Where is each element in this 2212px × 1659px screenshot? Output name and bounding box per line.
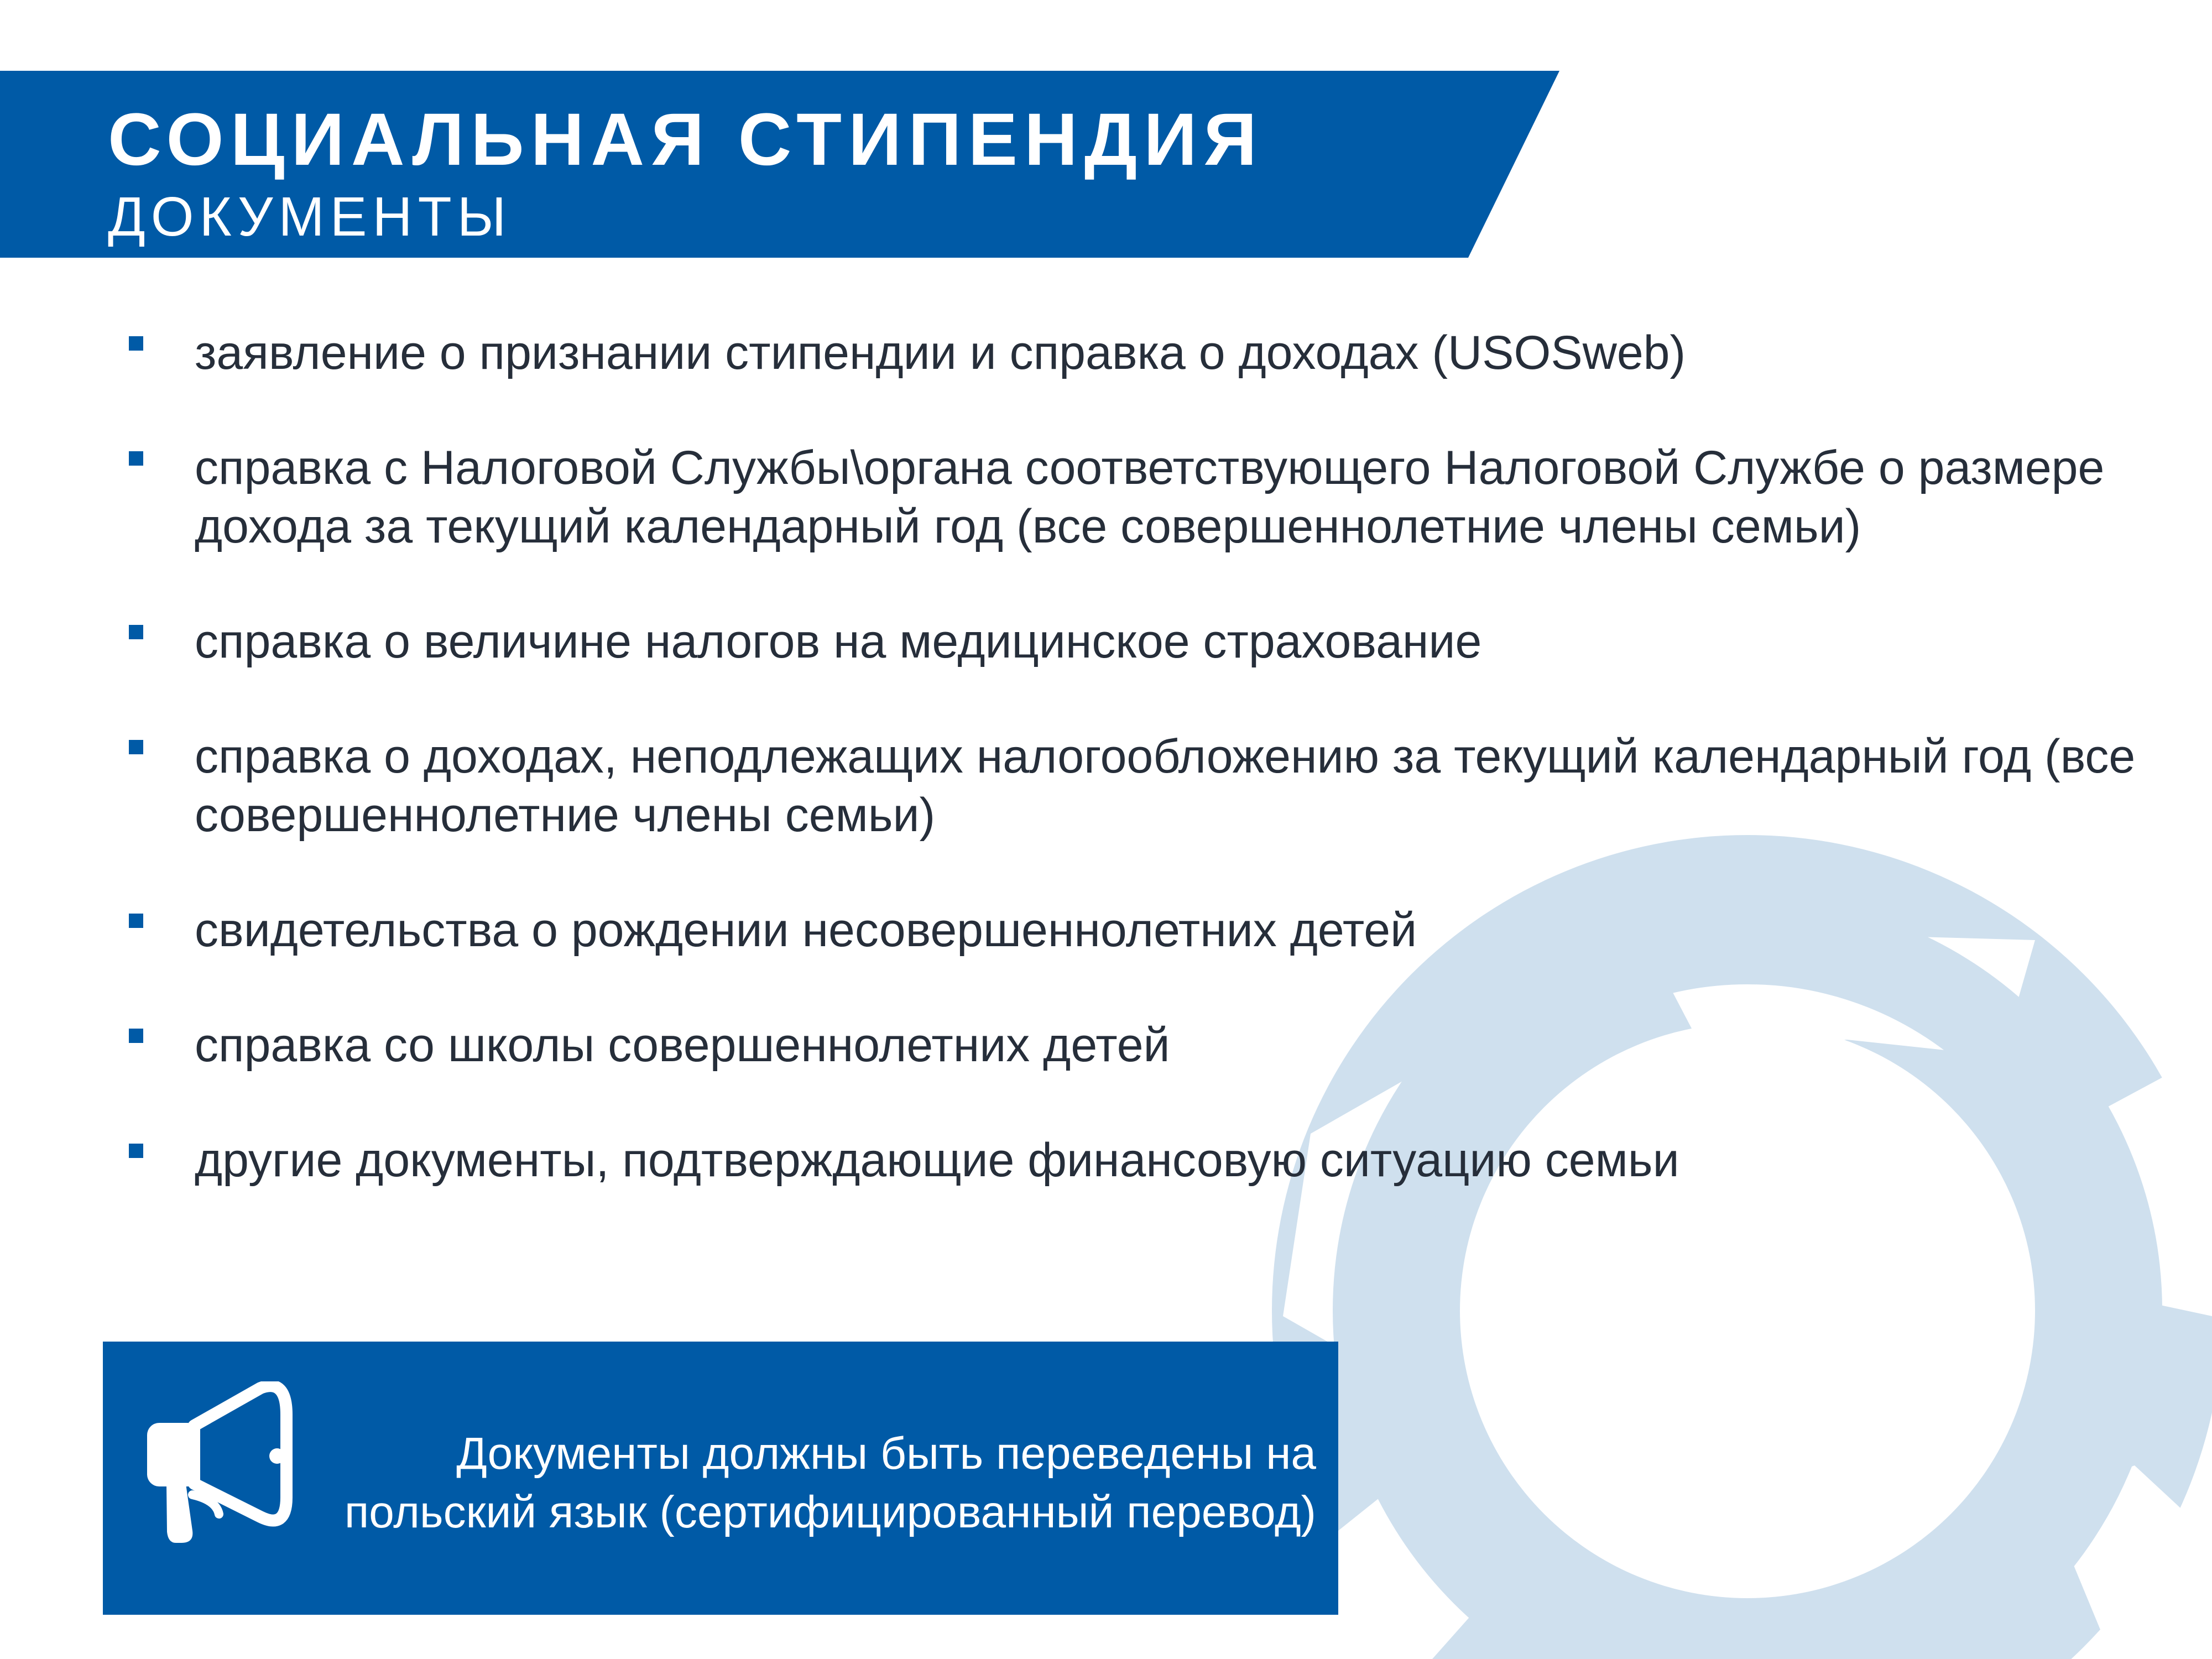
list-item-text: свидетельства о рождении несовершеннолетних детей: [195, 904, 1417, 957]
notice-text: Документы должны быть переведены на польский язык (сертифицированный перевод): [344, 1428, 1316, 1537]
list-item: [127, 439, 2173, 556]
list-item: [127, 1131, 2173, 1190]
notice-box: [103, 1342, 1338, 1615]
bullet-square-icon: [129, 1029, 143, 1043]
bullet-square-icon: [129, 1144, 143, 1158]
list-item: [127, 324, 2173, 382]
list-item: [127, 727, 2173, 844]
list-item-text: другие документы, подтверждающие финансовую ситуацию семьи: [195, 1134, 1679, 1187]
page-subtitle: ДОКУМЕНТЫ: [108, 186, 512, 248]
bullet-square-icon: [129, 336, 143, 351]
bullet-square-icon: [129, 625, 143, 639]
list-item: [127, 901, 2173, 959]
list-item-text: справка с Налоговой Службы\органа соответствующего Налоговой Службе о размере дохода за текущий календарный год (все совершеннолетние члены семьи): [195, 441, 2105, 553]
list-item-text: справка о доходах, неподлежащих налогообложению за текущий календарный год (все совершеннолетние члены семьи): [195, 730, 2136, 842]
list-item: [127, 612, 2173, 671]
page-title: СОЦИАЛЬНАЯ СТИПЕНДИЯ: [108, 98, 1264, 181]
documents-list: [127, 324, 2173, 1246]
list-item-text: справка о величине налогов на медицинское страхование: [195, 615, 1482, 668]
bullet-square-icon: [129, 914, 143, 928]
bullet-square-icon: [129, 451, 143, 466]
list-item-text: справка со школы совершеннолетних детей: [195, 1019, 1170, 1072]
bullet-square-icon: [129, 740, 143, 754]
list-item-text: заявление о признании стипендии и справка о доходах (USOSweb): [195, 326, 1686, 379]
list-item: [127, 1016, 2173, 1074]
